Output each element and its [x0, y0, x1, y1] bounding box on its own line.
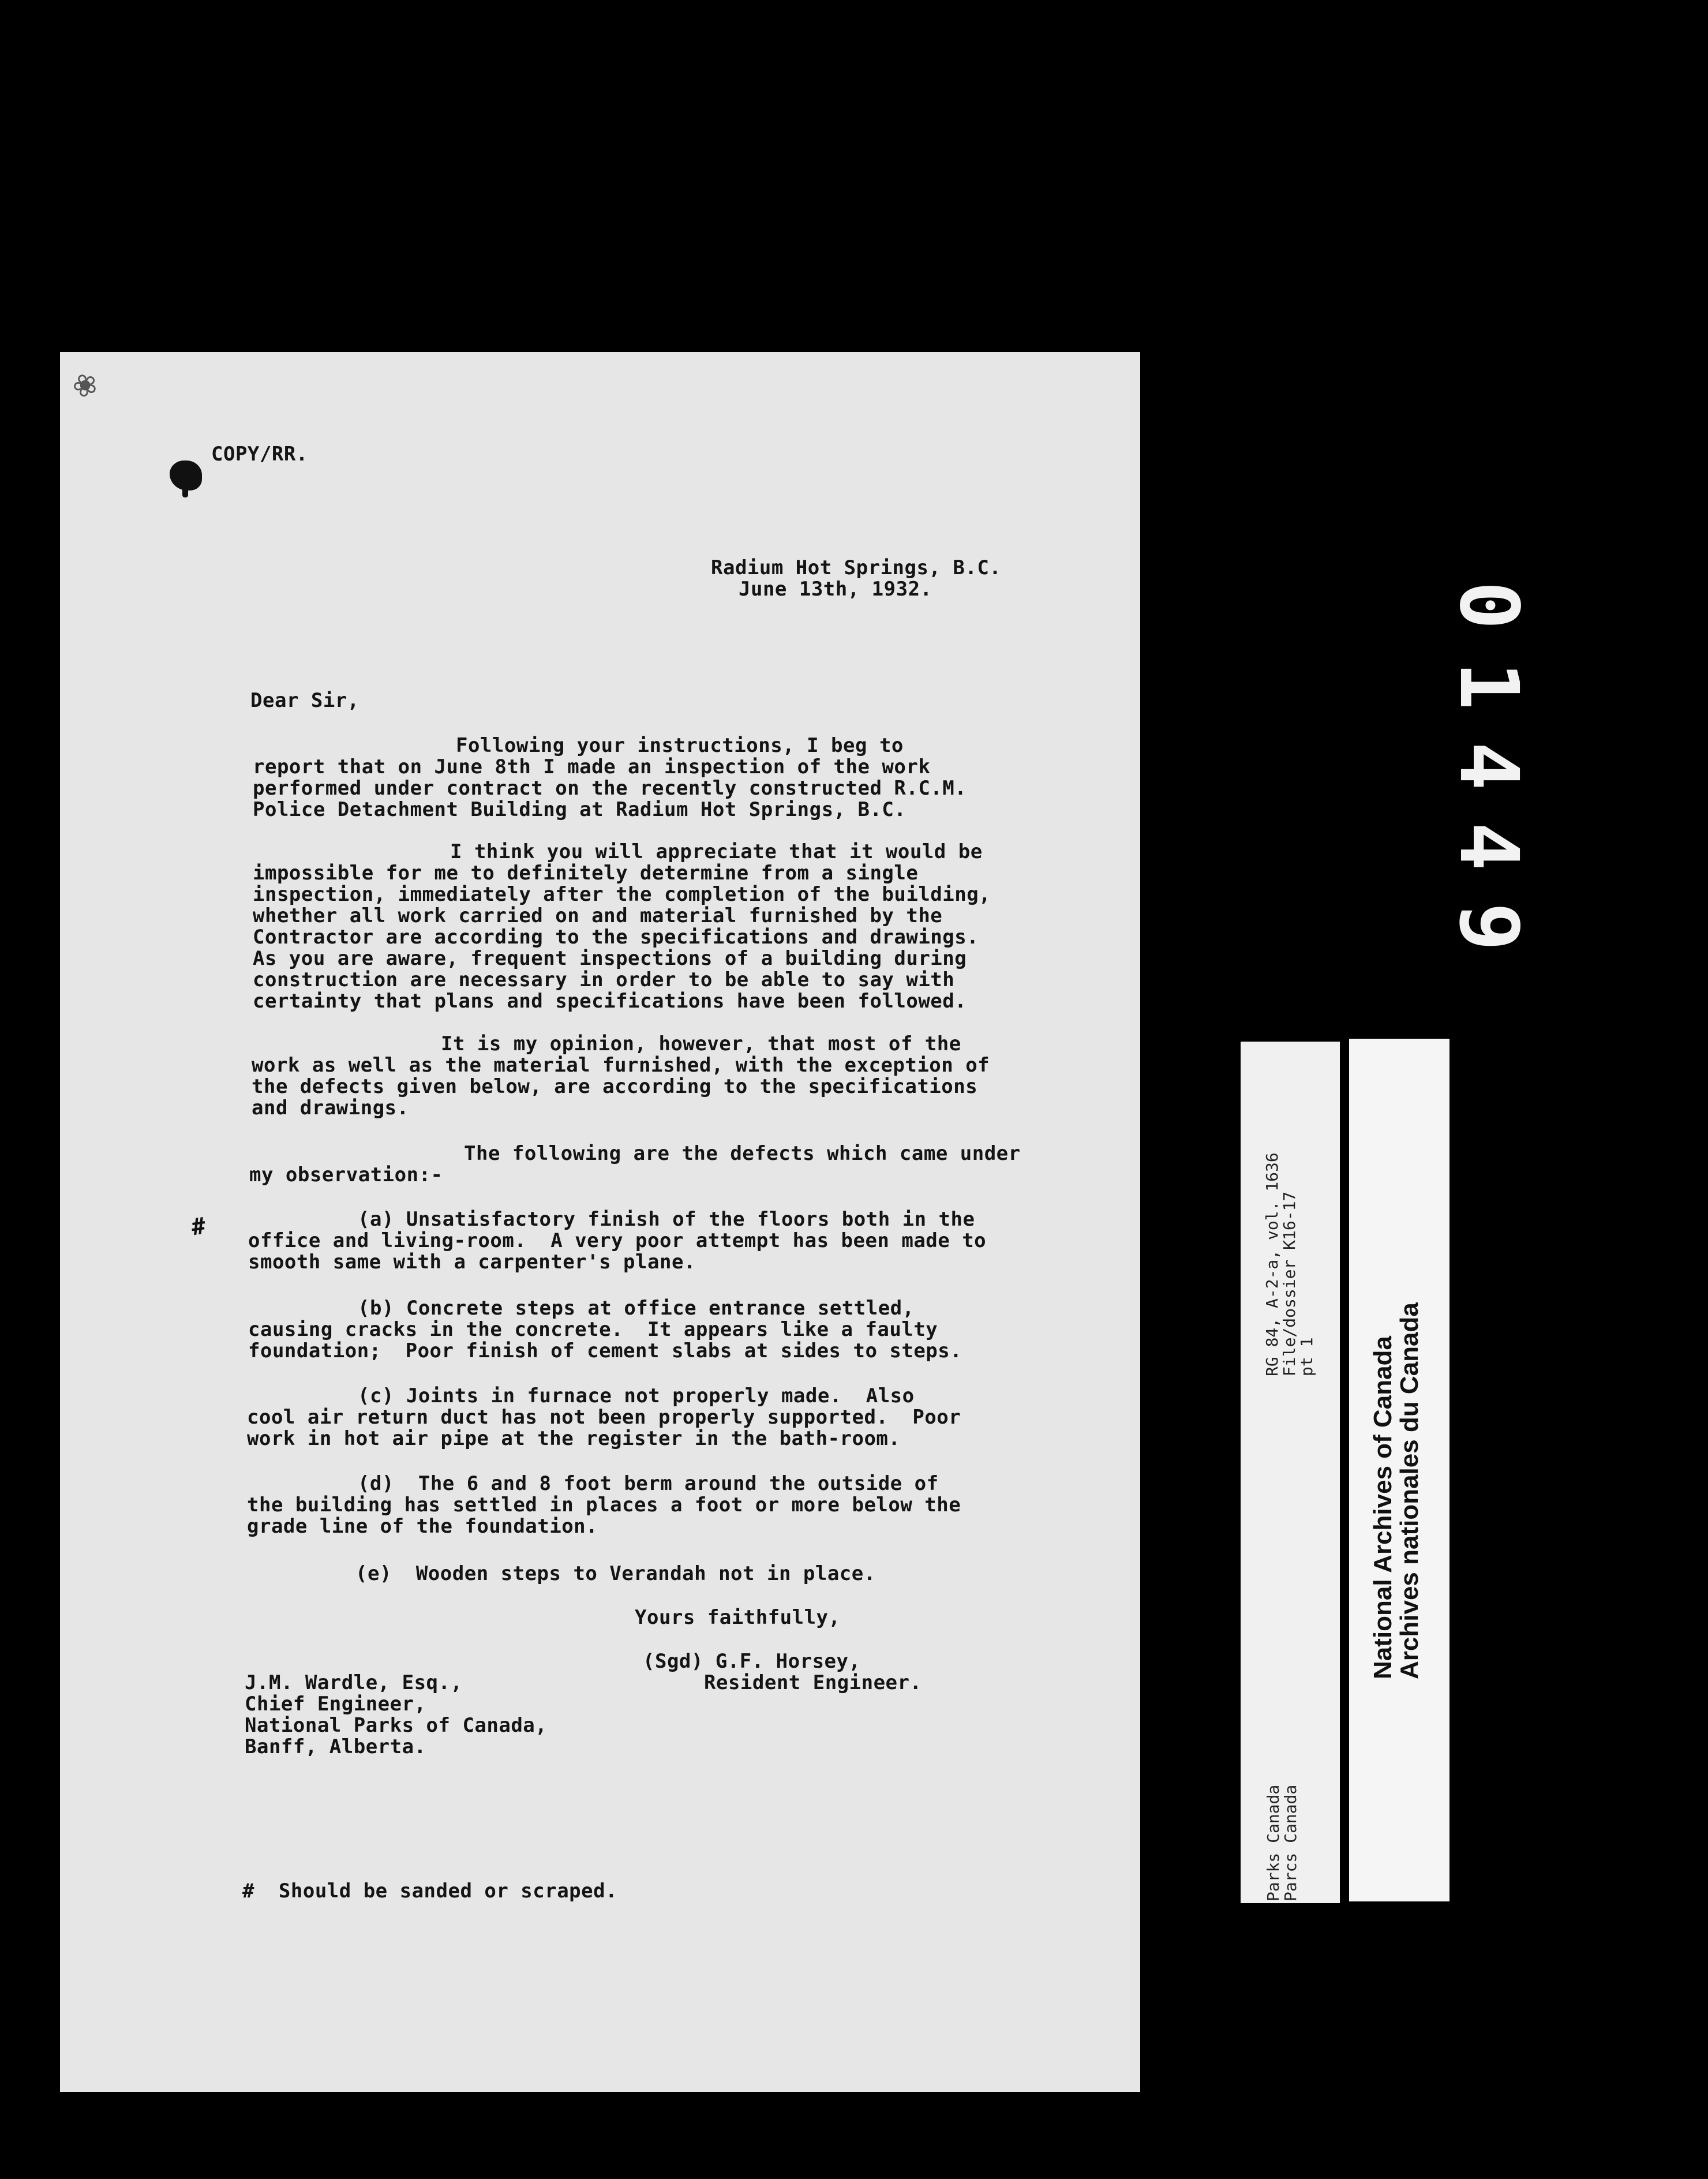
- defect-item-b: causing cracks in the concrete. It appears like a faulty: [248, 1318, 938, 1341]
- defect-item-d: (d) The 6 and 8 foot berm around the outside of: [358, 1472, 939, 1495]
- defect-item-a: office and living-room. A very poor attempt has been made to: [248, 1229, 987, 1252]
- margin-hash-mark: #: [189, 1212, 208, 1241]
- paragraph-line: construction are necessary in order to be able to say with: [253, 968, 955, 991]
- archive-name: [1370, 1302, 1423, 1679]
- reference-line: RG 84, A-2-a, vol. 1636: [1263, 1152, 1282, 1376]
- paragraph-line: impossible for me to definitely determine from a single: [253, 862, 919, 885]
- letter-page: [60, 352, 1140, 2092]
- agency-name: [1265, 1785, 1299, 1901]
- paragraph-line: The following are the defects which came under: [464, 1142, 1021, 1165]
- salutation: Dear Sir,: [250, 689, 359, 712]
- paragraph-line: work as well as the material furnished, with the exception of: [252, 1054, 990, 1077]
- paragraph-line: Following your instructions, I beg to: [456, 734, 904, 757]
- paragraph-line: inspection, immediately after the completion of the building,: [253, 883, 991, 906]
- footnote: # Should be sanded or scraped.: [242, 1880, 618, 1903]
- defect-item-c: (c) Joints in furnace not properly made. Also: [358, 1384, 915, 1407]
- national-archives-label: [1349, 1039, 1449, 1901]
- recipient-line: J.M. Wardle, Esq.,: [245, 1671, 463, 1694]
- signer-title: Resident Engineer.: [704, 1671, 922, 1694]
- paragraph-line: report that on June 8th I made an inspection of the work: [253, 755, 931, 778]
- copy-note: COPY/RR.: [211, 443, 308, 466]
- defect-item-c: cool air return duct has not been properly supported. Poor: [247, 1406, 961, 1429]
- defect-item-b: foundation; Poor finish of cement slabs at sides to steps.: [248, 1339, 962, 1362]
- defect-item-d: grade line of the foundation.: [247, 1515, 598, 1538]
- recipient-line: National Parks of Canada,: [245, 1714, 548, 1737]
- defect-item-b: (b) Concrete steps at office entrance settled,: [358, 1297, 915, 1320]
- paragraph-line: and drawings.: [252, 1096, 409, 1120]
- film-frame-number: 01449: [1441, 581, 1536, 983]
- archive-line: Archives nationales du Canada: [1395, 1302, 1424, 1679]
- agency-line: Parcs Canada: [1281, 1784, 1300, 1901]
- defect-item-a: smooth same with a carpenter's plane.: [248, 1251, 696, 1274]
- ink-blot: [170, 460, 202, 491]
- paragraph-line: I think you will appreciate that it would be: [450, 840, 983, 863]
- paragraph-line: As you are aware, frequent inspections of a building during: [253, 947, 967, 970]
- paragraph-line: my observation:-: [249, 1163, 443, 1186]
- closing: Yours faithfully,: [635, 1606, 841, 1629]
- letter-date: June 13th, 1932.: [739, 578, 932, 601]
- reference-line: pt 1: [1297, 1337, 1316, 1376]
- file-reference: [1264, 1152, 1316, 1376]
- paragraph-line: the defects given below, are according to the specifications: [252, 1075, 978, 1098]
- letter-place: Radium Hot Springs, B.C.: [711, 556, 1002, 579]
- paragraph-line: It is my opinion, however, that most of the: [441, 1032, 961, 1055]
- paragraph-line: Contractor are according to the specifications and drawings.: [253, 926, 979, 949]
- paragraph-line: certainty that plans and specifications have been followed.: [253, 990, 967, 1013]
- reference-line: File/dossier K16-17: [1280, 1191, 1299, 1376]
- archive-line: National Archives of Canada: [1369, 1336, 1397, 1679]
- paragraph-line: performed under contract on the recently constructed R.C.M.: [253, 777, 967, 800]
- defect-item-c: work in hot air pipe at the register in the bath-room.: [247, 1427, 901, 1450]
- paragraph-line: whether all work carried on and material furnished by the: [253, 904, 943, 927]
- agency-line: Parks Canada: [1264, 1784, 1283, 1901]
- recipient-line: Chief Engineer,: [245, 1693, 426, 1716]
- signature: (Sgd) G.F. Horsey,: [643, 1650, 861, 1673]
- defect-item-d: the building has settled in places a foot or more below the: [247, 1493, 961, 1517]
- recipient-line: Banff, Alberta.: [245, 1735, 426, 1758]
- paragraph-line: Police Detachment Building at Radium Hot Springs, B.C.: [253, 798, 907, 821]
- corner-pencil-mark: ❀: [66, 364, 104, 407]
- defect-item-e: (e) Wooden steps to Verandah not in place.: [355, 1562, 876, 1585]
- parks-canada-label: [1241, 1042, 1340, 1903]
- defect-item-a: (a) Unsatisfactory finish of the floors both in the: [358, 1208, 975, 1231]
